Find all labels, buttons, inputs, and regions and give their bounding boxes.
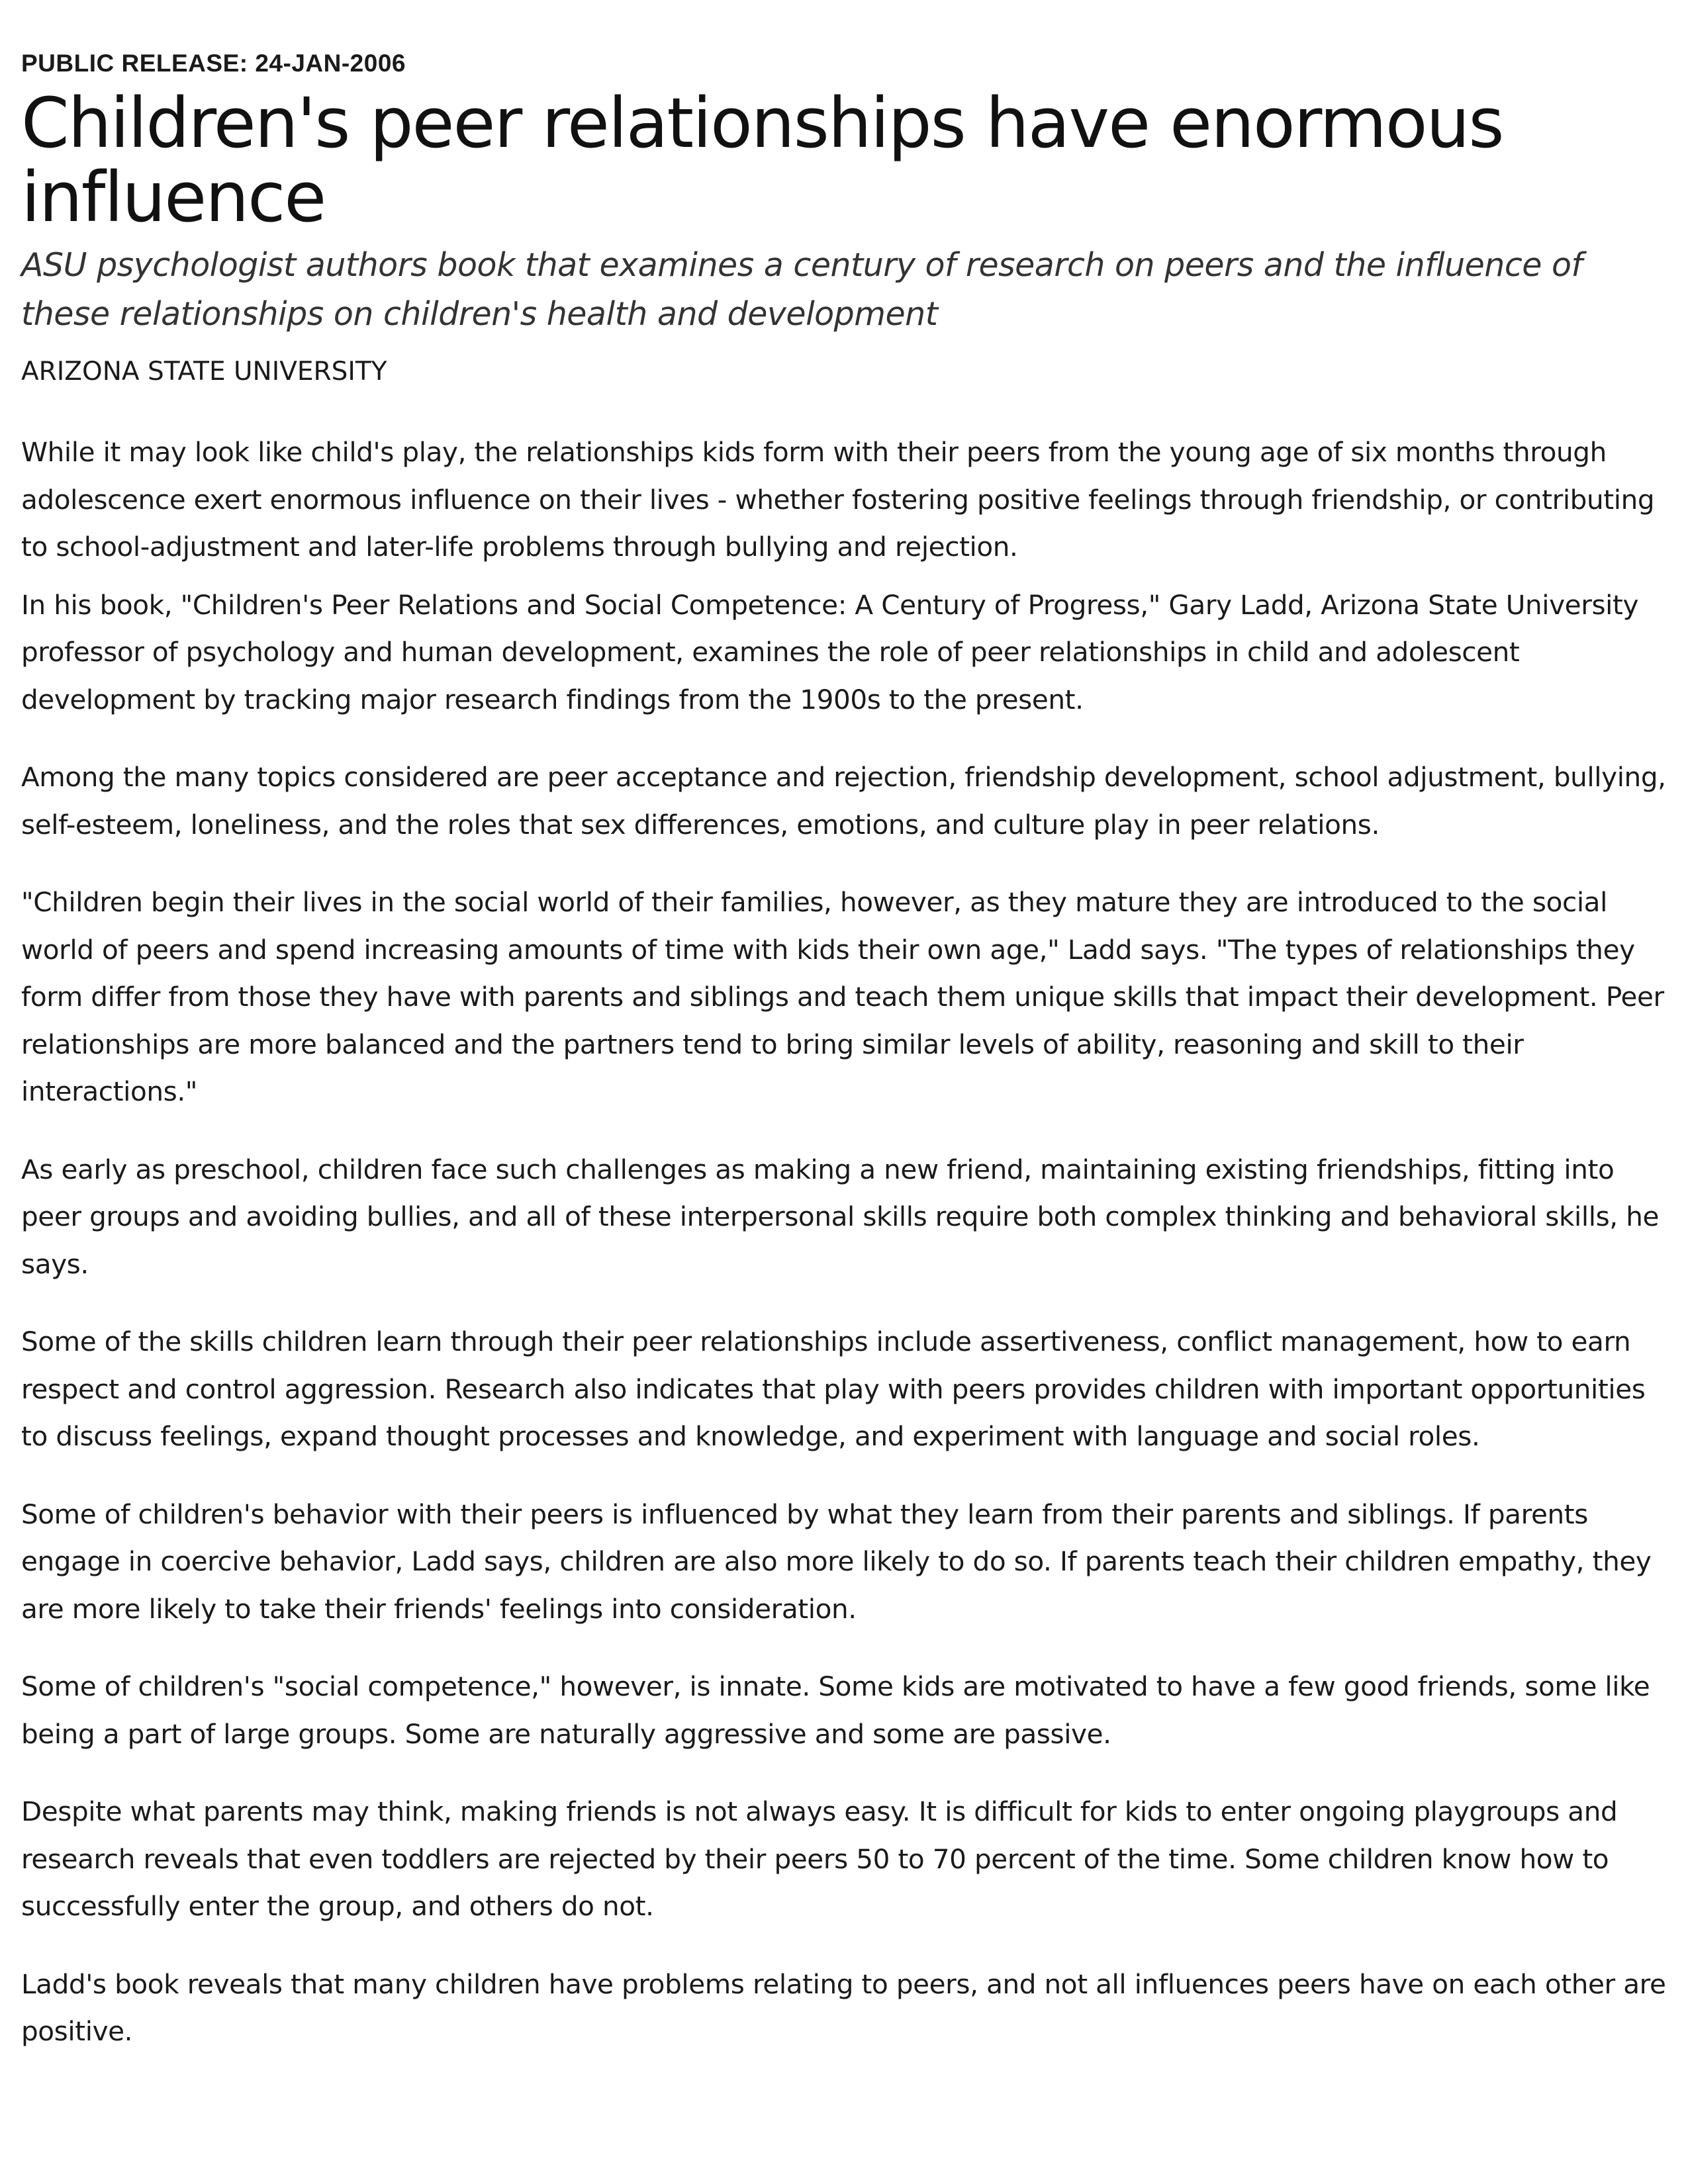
paragraph-6: Some of the skills children learn through their peer relationships include assertiveness, conflict management, how to earn respect and control aggression. Research also indicates that play with peers provides children with important opportunities to discuss feelings, expand thought processes and knowledge, and experiment with language and social roles. <box>21 1326 1646 1452</box>
release-date: PUBLIC RELEASE: 24-JAN-2006 <box>21 50 406 77</box>
paragraph-1: While it may look like child's play, the relationships kids form with their peers from the young age of six months through adolescence exert enormous influence on their lives - whether fostering positive feelings through friendship, or contributing to school-adjustment and later-life problems through bullying and rejection. <box>21 436 1655 563</box>
paragraph-8: Some of children's "social competence," however, is innate. Some kids are motivated to have a few good friends, some like being a part of large groups. Some are naturally aggressive and some are passive. <box>21 1670 1650 1750</box>
paragraph-2: In his book, "Children's Peer Relations and Social Competence: A Century of Progress," Gary Ladd, Arizona State University professor of psychology and human development, examines the role of peer relationships in child and adolescent development by tracking major research findings from the 1900s to the present. <box>21 588 1639 715</box>
page-title: Children's peer relationships have enormous influence <box>21 83 1503 238</box>
paragraph-5: As early as preschool, children face such challenges as making a new friend, maintaining existing friendships, fitting into peer groups and avoiding bullies, and all of these interpersonal skills require both complex thinking and behavioral skills, he says. <box>21 1153 1660 1280</box>
article-subtitle: ASU psychologist authors book that examines a century of research on peers and the influence of these relationships on children's health and development <box>21 246 1583 333</box>
article <box>21 46 1669 2086</box>
paragraph-4: "Children begin their lives in the social world of their families, however, as they mature they are introduced to the social world of peers and spend increasing amounts of time with kids their own age," Ladd says. "The types of relationships they form differ from those they have with parents and siblings and teach them unique skills that impact their development. Peer relationships are more balanced and the partners tend to bring similar levels of ability, reasoning and skill to their interactions." <box>21 886 1664 1107</box>
institution-name: ARIZONA STATE UNIVERSITY <box>21 357 387 387</box>
paragraph-3: Among the many topics considered are peer acceptance and rejection, friendship development, school adjustment, bullying, self-esteem, loneliness, and the roles that sex differences, emotions, and culture play in peer relations. <box>21 761 1666 841</box>
paragraph-9: Despite what parents may think, making friends is not always easy. It is difficult for kids to enter ongoing playgroups and research reveals that even toddlers are rejected by their peers 50 to 70 percent of the time. Some children know how to successfully enter the group, and others do not. <box>21 1796 1618 1922</box>
article-body <box>21 429 1669 2056</box>
paragraph-10: Ladd's book reveals that many children have problems relating to peers, and not all influences peers have on each other are positive. <box>21 1968 1666 2047</box>
paragraph-7: Some of children's behavior with their peers is influenced by what they learn from their parents and siblings. If parents engage in coercive behavior, Ladd says, children are also more likely to do so. If parents teach their children empathy, they are more likely to take their friends' feelings into consideration. <box>21 1498 1652 1625</box>
